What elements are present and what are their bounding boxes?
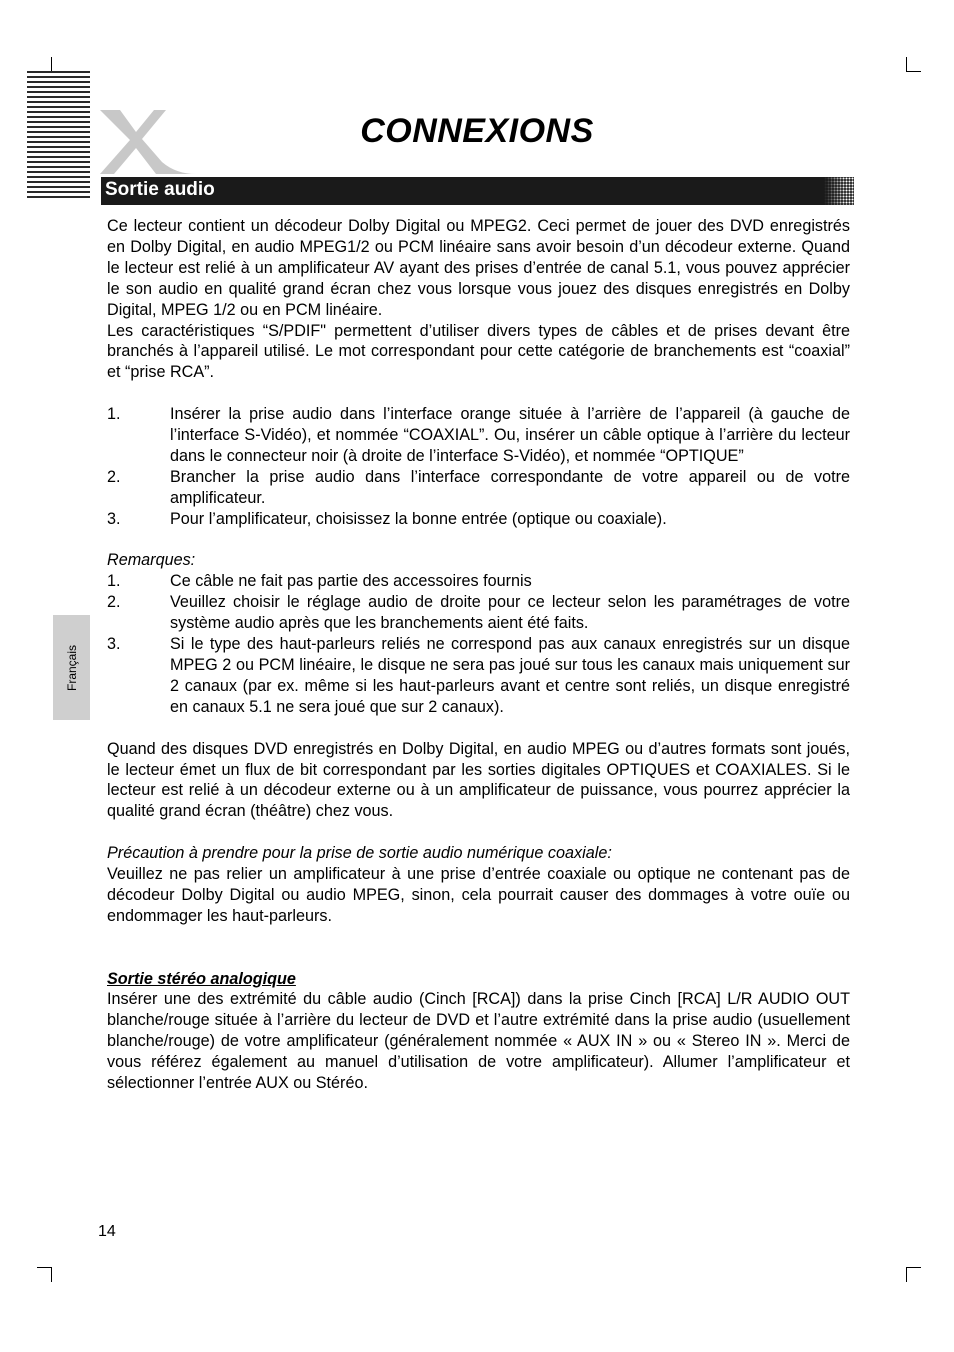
list-item bbox=[107, 509, 850, 530]
list-item bbox=[107, 592, 850, 634]
crop-mark-top-right bbox=[906, 57, 921, 72]
list-item bbox=[107, 571, 850, 592]
caution-heading: Précaution à prendre pour la prise de sortie audio numérique coaxiale: bbox=[107, 844, 612, 863]
dvd-paragraph: Quand des disques DVD enregistrés en Dolby Digital, en audio MPEG ou d’autres formats sont joués, le lecteur émet un flux de bit correspondant par les sorties digitales OPTIQUES et COAXIALES. Si le lecteur est relié à un décodeur externe ou à un amplificateur de puissance, vous pourrez apprécier la qualité grand écran (théâtre) chez vous. bbox=[107, 739, 850, 821]
list-number: 2. bbox=[107, 593, 121, 612]
section-header-bar bbox=[101, 177, 854, 205]
list-item bbox=[107, 467, 850, 509]
page-title: CONNEXIONS bbox=[360, 112, 594, 150]
page-number: 14 bbox=[98, 1223, 116, 1240]
list-number: 3. bbox=[107, 509, 121, 528]
list-text: Pour l’amplificateur, choisissez la bonne entrée (optique ou coaxiale). bbox=[170, 509, 667, 528]
remarks-heading: Remarques: bbox=[107, 551, 196, 570]
caution-paragraph: Veuillez ne pas relier un amplificateur à une prise d’entrée coaxiale ou optique ne contenant pas de décodeur Dolby Digital ou audio MPEG, sinon, cela pourrait causer des dommages à votre ouïe ou endommager les haut-parleurs. bbox=[107, 865, 850, 925]
list-text: Veuillez choisir le réglage audio de droite pour ce lecteur selon les paramétrages de votre système audio après que les branchements aient été faits. bbox=[170, 593, 850, 633]
list-number: 3. bbox=[107, 635, 121, 654]
decorative-stripes bbox=[27, 71, 90, 201]
intro-paragraph: Ce lecteur contient un décodeur Dolby Digital ou MPEG2. Ceci permet de jouer des DVD enregistrés en Dolby Digital, en audio MPEG1/2 ou PCM linéaire sans avoir besoin d’un décodeur externe. Quand le lecteur est relié à un amplificateur AV ayant des prises d’entrée de canal 5.1, vous pouvez apprécier le son audio en qualité grand écran chez vous lorsque vous jouez des disques enregistrés en Dolby Digital, MPEG 1/2 ou en PCM linéaire. bbox=[107, 217, 850, 319]
halftone-decoration bbox=[824, 177, 854, 205]
list-text: Si le type des haut-parleurs reliés ne correspond pas aux canaux enregistrés sur un disque MPEG 2 ou PCM linéaire, le disque ne sera pas joué sur tous les canaux mais uniquement sur 2 canaux (par ex. même si les haut-parleurs avant et centre sont reliés, un disque enregistré en canaux 5.1 ne sera joué que sur 2 canaux). bbox=[170, 635, 850, 716]
section-title: Sortie audio bbox=[105, 179, 215, 200]
language-tab bbox=[53, 615, 90, 720]
list-text: Ce câble ne fait pas partie des accessoires fournis bbox=[170, 572, 532, 591]
language-label: Français bbox=[64, 644, 79, 691]
list-text: Insérer la prise audio dans l’interface orange située à l’arrière de l’appareil (à gauche de l’interface S-Vidéo), et nommée “COAXIAL”. Ou, insérer un câble optique à l’arrière du lecteur dans le connecteur noir (à droite de l’interface S-Vidéo), et nommée “OPTIQUE” bbox=[170, 405, 850, 465]
list-number: 2. bbox=[107, 467, 121, 486]
list-number: 1. bbox=[107, 405, 121, 424]
intro-paragraph: Les caractéristiques “S/PDIF" permettent d’utiliser divers types de câbles et de prises devant être branchés à l’appareil utilisé. Le mot correspondant pour cette catégorie de branchements est “coaxial” et “prise RCA”. bbox=[107, 321, 850, 382]
analog-heading: Sortie stéréo analogique bbox=[107, 969, 296, 988]
body-text bbox=[107, 216, 850, 1094]
list-text: Brancher la prise audio dans l’interface correspondante de votre appareil ou de votre amplificateur. bbox=[170, 467, 850, 507]
list-item bbox=[107, 634, 850, 718]
crop-mark-bottom-left bbox=[37, 1267, 52, 1282]
list-number: 1. bbox=[107, 572, 121, 591]
list-item bbox=[107, 404, 850, 467]
crop-mark-top-left bbox=[37, 57, 52, 72]
crop-mark-bottom-right bbox=[906, 1267, 921, 1282]
analog-paragraph: Insérer une des extrémité du câble audio (Cinch [RCA]) dans la prise Cinch [RCA] L/R AUDIO OUT blanche/rouge située à l’arrière du lecteur de DVD et l’autre extrémité dans la prise audio (usuellement blanche/rouge) de votre amplificateur (généralement nommée « AUX IN » ou « Stereo IN ». Merci de vous référez également au manuel d’utilisation de votre amplificateur). Allumer l’amplificateur et sélectionner l’entrée AUX ou Stéréo. bbox=[107, 990, 850, 1093]
